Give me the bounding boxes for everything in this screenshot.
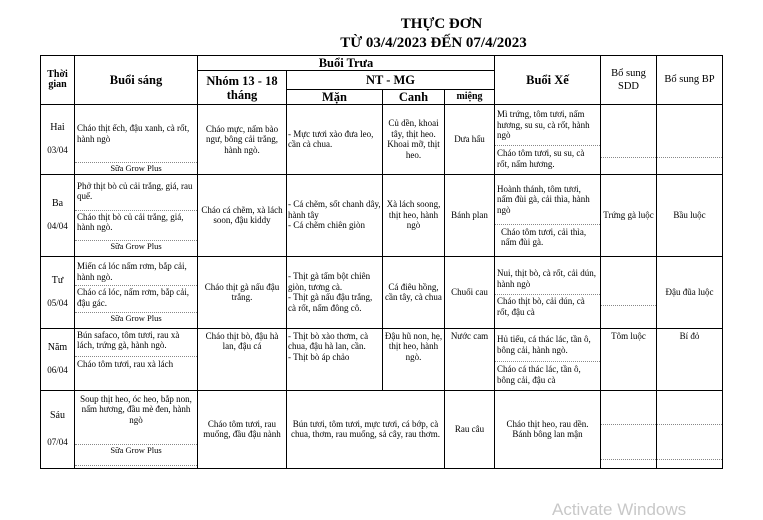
day-name: Năm xyxy=(47,341,68,353)
day-cell xyxy=(41,328,75,390)
man-dish: - Thịt gà tẩm bột chiên giòn, tương cà. - Thịt gà nấu đậu trắng, cà rốt, nấm đông cô. xyxy=(287,256,383,328)
activate-windows-watermark: Activate Windows xyxy=(552,500,687,519)
header-canh: Canh xyxy=(383,90,445,105)
group-dish: Cháo thịt gà nấu đậu trắng. xyxy=(198,256,287,328)
afternoon-dish: Nui, thịt bò, cà rốt, cải dún, hành ngò xyxy=(495,267,600,295)
day-name: Ba xyxy=(51,197,64,209)
header-nt-mg: NT - MG xyxy=(287,71,495,90)
morning-dish: Bún safaco, tôm tươi, rau xà lách, trứng gà, hành ngò. xyxy=(75,329,197,357)
mieng-dish: Nước cam xyxy=(445,328,495,390)
day-date: 05/04 xyxy=(47,298,68,308)
group-dish: Cháo mực, nấm bào ngư, bông cải trắng, hành ngò. xyxy=(198,105,287,175)
canh-dish: Cá điêu hồng, cần tây, cà chua xyxy=(383,256,445,328)
morning-dish: Miến cá lóc nấm rơm, bắp cải, hành ngò. xyxy=(75,260,197,286)
day-cell xyxy=(41,174,75,256)
header-group: Nhóm 13 - 18 tháng xyxy=(198,71,287,105)
header-man: Mặn xyxy=(287,90,383,105)
header-afternoon: Buổi Xế xyxy=(495,56,601,105)
mieng-dish: Dưa hấu xyxy=(445,105,495,175)
canh-dish: Xà lách soong, thịt heo, hành ngò xyxy=(383,174,445,256)
afternoon-dish-alt: Cháo tôm tươi, su su, cà rốt, nấm hương. xyxy=(497,148,585,169)
afternoon-dish-alt: Cháo thịt bò, cải dún, cà rốt, đậu cà xyxy=(497,296,585,317)
day-cell xyxy=(41,390,75,468)
day-name: Tư xyxy=(51,274,64,286)
morning-dish: Phở thịt bò củ cải trắng, giá, rau quế. xyxy=(75,179,197,211)
group-dish: Cháo cá chẽm, xà lách soon, đậu kiddy xyxy=(198,174,287,256)
man-dish: - Thịt bò xào thơm, cà chua, đậu hà lan, cần. - Thịt bò áp chảo xyxy=(287,328,383,390)
day-date: 04/04 xyxy=(47,221,68,231)
bp-cell: Đậu đũa luộc xyxy=(657,256,723,328)
mieng-dish: Rau câu xyxy=(445,390,495,468)
afternoon-dish-alt: Cháo tôm tươi, cải thìa, nấm đùi gà. xyxy=(501,226,587,247)
header-time: Thời gian xyxy=(41,56,75,105)
canh-dish: Củ dền, khoai tây, thịt heo. Khoai mỡ, thịt heo. xyxy=(383,105,445,175)
canh-dish: Đậu hũ non, hẹ, thịt heo, hành ngò. xyxy=(383,328,445,390)
group-dish: Cháo tôm tươi, rau muống, đầu đậu nành xyxy=(198,390,287,468)
day-name: Sáu xyxy=(50,409,65,421)
afternoon-dish: Hoành thánh, tôm tươi, nấm đùi gà, cải thìa, hành ngò xyxy=(495,183,600,225)
header-morning: Buổi sáng xyxy=(75,56,198,105)
sdd-cell: Trứng gà luộc xyxy=(601,174,657,256)
man-dish: - Mực tươi xào đưa leo, cần cà chua. xyxy=(287,105,383,175)
afternoon-dish: Hủ tiếu, cá thác lác, tần ô, bông cải, hành ngò. xyxy=(495,333,600,362)
morning-milk: Sữa Grow Plus xyxy=(110,444,162,455)
day-cell xyxy=(41,105,75,175)
day-date: 07/04 xyxy=(47,437,68,447)
morning-dish: Cháo thịt ếch, đậu xanh, cà rốt, hành ngò xyxy=(75,105,197,163)
day-name: Hai xyxy=(50,121,65,133)
sdd-cell: Tôm luộc xyxy=(601,328,657,390)
group-dish: Cháo thịt bò, đậu hà lan, đậu cá xyxy=(198,328,287,390)
morning-milk: Sữa Grow Plus xyxy=(110,163,162,173)
page-subtitle: TỪ 03/4/2023 ĐẾN 07/4/2023 xyxy=(340,35,527,51)
header-sdd: Bổ sung SDD xyxy=(601,56,657,105)
morning-dish-alt: Cháo cá lóc, nấm rơm, bắp cải, đậu gác. xyxy=(75,286,197,313)
afternoon-dish: Cháo thịt heo, rau dền. Bánh bông lan mận xyxy=(495,390,601,468)
morning-dish: Soup thịt heo, óc heo, bắp non, nấm hương, đầu mè đen, hành ngò xyxy=(75,392,197,445)
man-dish: - Cá chẽm, sốt chanh dây, hành tây - Cá chẽm chiên giòn xyxy=(287,174,383,256)
day-date: 06/04 xyxy=(47,365,68,375)
morning-dish-alt: Cháo tôm tươi, rau xà lách xyxy=(77,358,174,369)
mieng-dish: Bánh plan xyxy=(445,174,495,256)
morning-milk: Sữa Grow Plus xyxy=(110,313,162,324)
day-cell xyxy=(41,256,75,328)
afternoon-dish: Mì trứng, tôm tươi, nấm hương, su su, cà rốt, hành ngò xyxy=(495,109,600,146)
header-mieng: miệng xyxy=(445,90,495,105)
bp-cell: Bí đỏ xyxy=(657,328,723,390)
man-canh-dish: Bún tươi, tôm tươi, mực tươi, cá bớp, cà chua, thơm, rau muống, sả cây, rau thơm. xyxy=(287,390,445,468)
day-date: 03/04 xyxy=(47,145,68,156)
page-title: THỰC ĐƠN xyxy=(400,16,483,32)
header-lunch: Buổi Trưa xyxy=(198,56,495,71)
menu-table xyxy=(40,55,723,469)
morning-milk: Sữa Grow Plus xyxy=(110,240,162,251)
afternoon-dish-alt: Cháo cá thác lác, tần ô, bông cải, đậu cà xyxy=(497,364,581,385)
header-bp: Bổ sung BP xyxy=(657,56,723,105)
bp-cell: Bầu luộc xyxy=(657,174,723,256)
mieng-dish: Chuối cau xyxy=(445,256,495,328)
morning-dish-alt: Cháo thịt bò củ cải trắng, giá, hành ngò. xyxy=(75,211,197,241)
